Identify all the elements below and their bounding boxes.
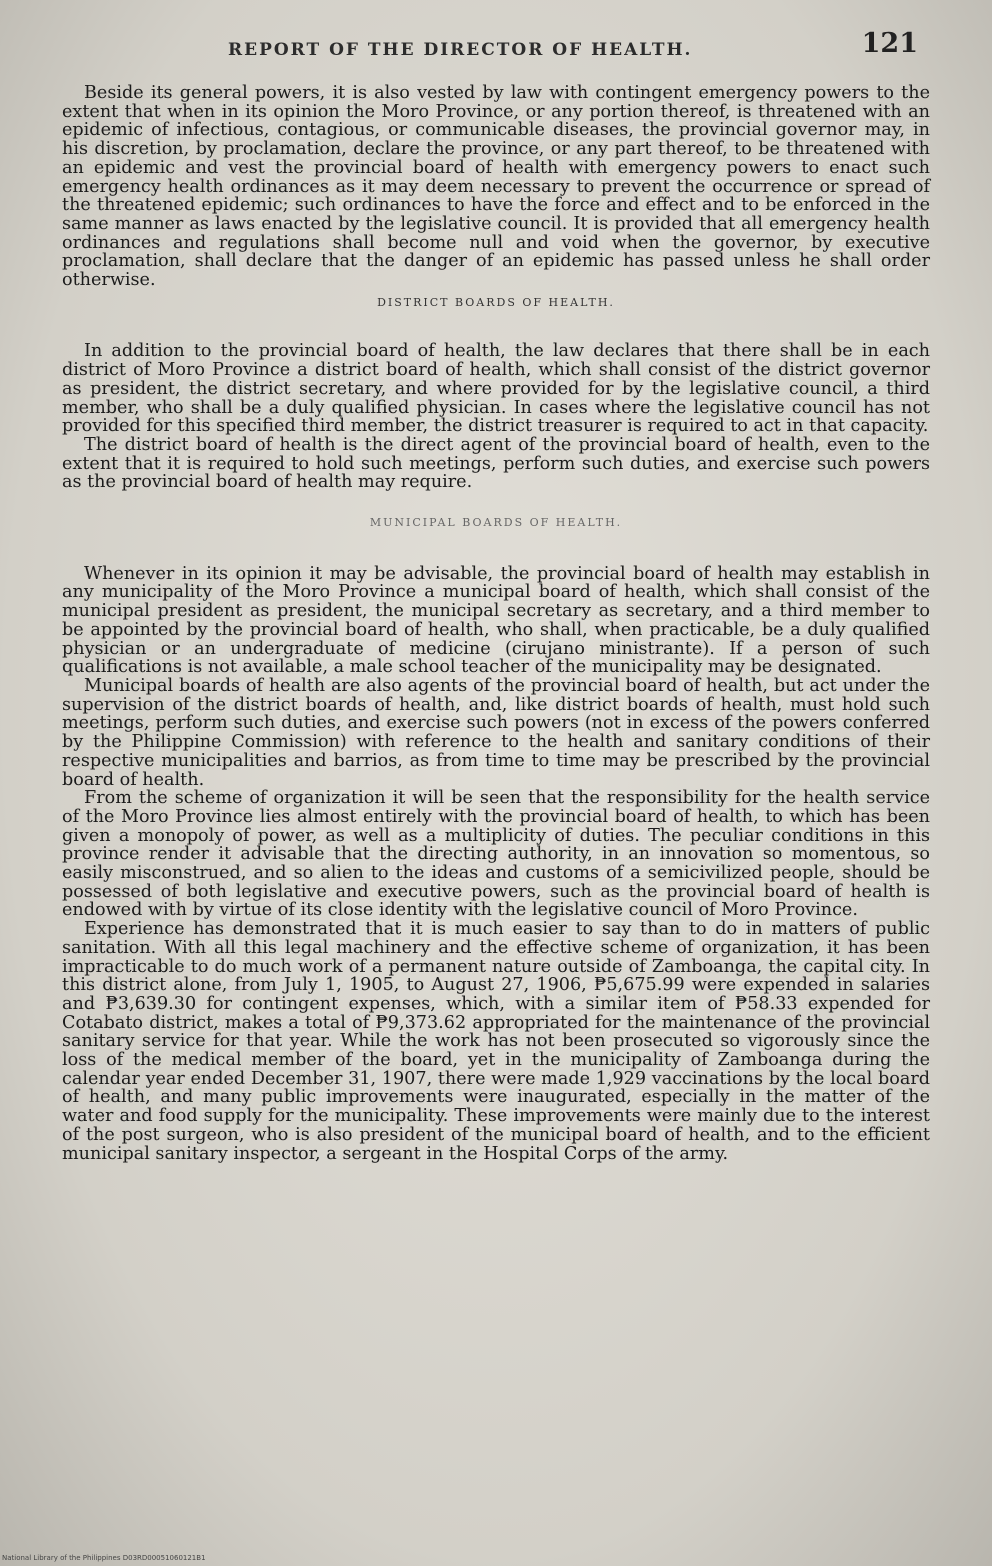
section-heading-district: DISTRICT BOARDS OF HEALTH. — [377, 295, 615, 309]
paragraph-municipal-board: Whenever in its opinion it may be advisable, the provincial board of health may establish in any municipality of the Moro Province a municipal board of health, which shall consist of the municipal president as president, the municipal secretary as secretary, and a third member to be appointed by the provincial board of health, who shall, when practicable, be a duly qualified physician or an undergraduate of medicine (cirujano ministrante). If a person of such qualifications is not available, a male school teacher of the municipality may be designated. — [62, 563, 930, 678]
page-number: 121 — [861, 28, 918, 59]
body-text — [62, 84, 930, 1163]
running-head — [0, 28, 992, 68]
section-heading-municipal: MUNICIPAL BOARDS OF HEALTH. — [369, 516, 623, 530]
paragraph-district-agent: The district board of health is the direct agent of the provincial board of health, even to the extent that it is required to hold such meetings, perform such duties, and exercise such powers as the provincial board of health may require. — [62, 434, 930, 493]
footer-credit: National Library of the Philippines D03RD00051060121B1 — [2, 1554, 206, 1562]
paragraph-emergency-powers: Beside its general powers, it is also vested by law with contingent emergency powers to the extent that when in its opinion the Moro Province, or any portion thereof, is threatened with an epidemic of infectious, contagious, or communicable diseases, the provincial governor may, in his discretion, by proclamation, declare the province, or any part thereof, to be threatened with an epidemic and vest the provincial board of health with emergency powers to enact such emergency health ordinances as it may deem necessary to prevent the occurrence or spread of the threatened epidemic; such ordinances to have the force and effect and to be enforced in the same manner as laws enacted by the legislative council. It is provided that all emergency health ordinances and regulations shall become null and void when the governor, by executive proclamation, shall declare that the danger of an epidemic has passed unless he shall order otherwise. — [62, 83, 930, 291]
paragraph-municipal-agents: Municipal boards of health are also agents of the provincial board of health, but act under the supervision of the district boards of health, and, like district boards of health, must hold such meetings, perform such duties, and exercise such powers (not in excess of the powers conferred by the Philippine Commission) with reference to the health and sanitary conditions of their respective municipalities and barrios, as from time to time may be prescribed by the provincial board of health. — [62, 675, 930, 790]
paragraph-experience: Experience has demonstrated that it is much easier to say than to do in matters of public sanitation. With all this legal machinery and the effective scheme of organization, it has been impracticable to do much work of a permanent nature outside of Zamboanga, the capital city. In this district alone, from July 1, 1905, to August 27, 1906, ₱5,675.99 were expended in salaries and ₱3,639.30 for contingent expenses, which, with a similar item of ₱58.33 expended for Cotabato district, makes a total of ₱9,373.62 appropriated for the maintenance of the provincial sanitary service for that year. While the work has not been prosecuted so vigorously since the loss of the medical member of the board, yet in the municipality of Zamboanga during the calendar year ended December 31, 1907, there were made 1,929 vaccinations by the local board of health, and many public improvements were inaugurated, especially in the matter of the water and food supply for the municipality. These improvements were mainly due to the interest of the post surgeon, who is also president of the municipal board of health, and to the efficient municipal sanitary inspector, a sergeant in the Hospital Corps of the army. — [62, 919, 930, 1164]
running-title: REPORT OF THE DIRECTOR OF HEALTH. — [228, 40, 693, 60]
paragraph-scheme-of-organization: From the scheme of organization it will be seen that the responsibility for the health service of the Moro Province lies almost entirely with the provincial board of health, to which has been given a monopoly of power, as well as a multiplicity of duties. The peculiar conditions in this province render it advisable that the directing authority, in an innovation so momentous, so easily misconstrued, and so alien to the ideas and customs of a semicivilized people, should be possessed of both legislative and executive powers, such as the provincial board of health is endowed with by virtue of its close identity with the legislative council of Moro Province. — [62, 788, 930, 921]
paragraph-district-board: In addition to the provincial board of health, the law declares that there shall be in each district of Moro Province a district board of health, which shall consist of the district governor as president, the district secretary, and where provided for by the legislative council, a third member, who shall be a duly qualified physician. In cases where the legislative council has not provided for this specified third member, the district treasurer is required to act in that capacity. — [62, 341, 930, 437]
